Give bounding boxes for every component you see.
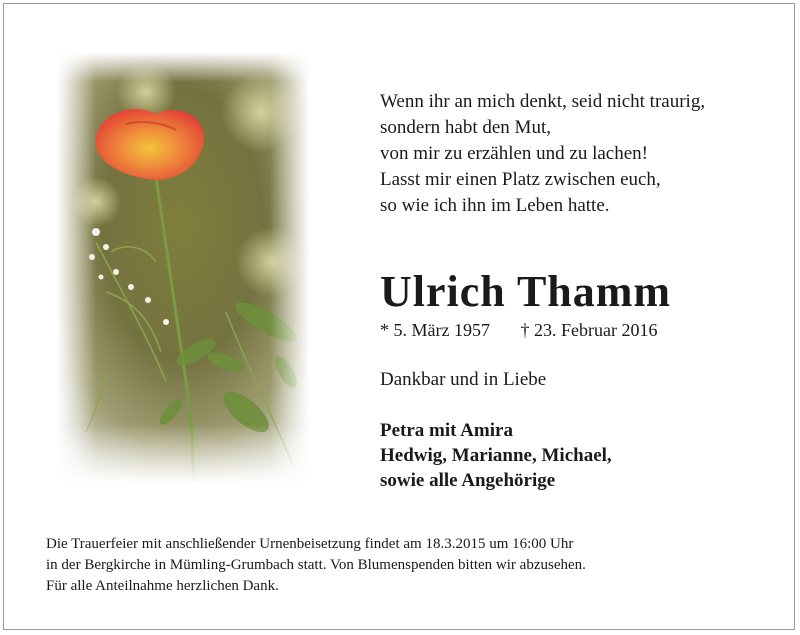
mourner-line: sowie alle Angehörige bbox=[380, 470, 556, 491]
notice-line: Für alle Anteilnahme herzlichen Dank. bbox=[46, 578, 279, 594]
mourners-list bbox=[380, 418, 612, 493]
notice-line: in der Bergkirche in Mümling-Grumbach statt. Von Blumenspenden bitten wir abzusehen. bbox=[46, 557, 586, 573]
death-date: † 23. Februar 2016 bbox=[520, 320, 658, 340]
deceased-name: Ulrich Thamm bbox=[380, 267, 672, 316]
poem-line: sondern habt den Mut, bbox=[380, 117, 551, 138]
life-dates bbox=[380, 320, 657, 341]
mourner-line: Petra mit Amira bbox=[380, 420, 513, 441]
obituary-card bbox=[3, 3, 795, 630]
poem-line: so wie ich ihn im Leben hatte. bbox=[380, 195, 610, 216]
memorial-poem bbox=[380, 89, 705, 219]
poem-line: Wenn ihr an mich denkt, seid nicht traurig, bbox=[380, 91, 706, 112]
poem-line: Lasst mir einen Platz zwischen euch, bbox=[380, 169, 661, 190]
mourner-line: Hedwig, Marianne, Michael, bbox=[380, 445, 612, 466]
gratitude-line: Dankbar und in Liebe bbox=[380, 369, 547, 390]
funeral-notice bbox=[46, 534, 586, 597]
birth-date: * 5. März 1957 bbox=[380, 320, 490, 340]
poem-line: von mir zu erzählen und zu lachen! bbox=[380, 143, 648, 164]
poppy-photo bbox=[56, 52, 310, 484]
notice-line: Die Trauerfeier mit anschließender Urnenbeisetzung findet am 18.3.2015 um 16:00 Uhr bbox=[46, 536, 574, 552]
